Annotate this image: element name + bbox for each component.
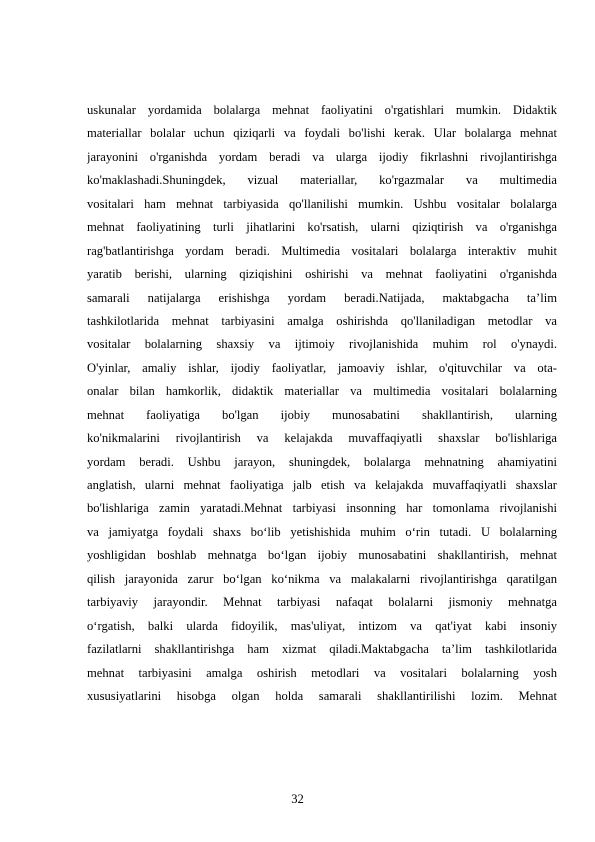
text-line: ko'nikmalarini rivojlantirish va kelajakda muvaffaqiyatli shaxslar bo'lishlariga [87,431,557,446]
text-line: materiallar bolalar uchun qiziqarli va foydali bo'lishi kerak. Ular bolalarga mehnat [87,126,557,141]
text-line: uskunalar yordamida bolalarga mehnat faoliyatini o'rgatishlari mumkin. Didaktik [87,103,557,117]
text-line: mehnat faoliyatiga bo'lgan ijobiy munosabatini shakllantirish, ularning [87,407,557,422]
text-line: samarali natijalarga erishishga yordam beradi.Natijada, maktabgacha ta’lim [87,290,557,305]
text-line: yaratib berishi, ularning qiziqishini oshirishi va mehnat faoliyatini o'rganishda [87,267,557,282]
text-line: anglatish, ularni mehnat faoliyatiga jalb etish va kelajakda muvaffaqiyatli shaxslar [87,478,557,492]
text-line: O'yinlar, amaliy ishlar, ijodiy faoliyatlar, jamoaviy ishlar, o'qituvchilar va ota- [87,360,557,375]
text-line: mehnat tarbiyasini amalga oshirish metodlari va vositalari bolalarning yosh [87,665,557,680]
text-line: ko'maklashadi.Shuningdek, vizual materiallar, ko'rgazmalar va multimedia [87,173,557,188]
text-line: tarbiyaviy jarayondir. Mehnat tarbiyasi nafaqat bolalarni jismoniy mehnatga [87,595,557,610]
text-line: xususiyatlarini hisobga olgan holda samarali shakllantirilishi lozim. Mehnat [87,688,557,703]
page-number: 32 [291,792,304,806]
text-line: mehnat faoliyatining turli jihatlarini ko'rsatish, ularni qiziqtirish va o'rganishga [87,220,557,235]
text-line: jarayonini o'rganishda yordam beradi va ularga ijodiy fikrlashni rivojlantirishga [87,149,557,164]
text-line: onalar bilan hamkorlik, didaktik materiallar va multimedia vositalari bolalarning [87,384,557,399]
text-line: o‘rgatish, balki ularda fidoyilik, mas'uliyat, intizom va qat'iyat kabi insoniy [87,618,557,633]
text-line: vositalari ham mehnat tarbiyasida qo'llanilishi mumkin. Ushbu vositalar bolalarga [87,196,557,211]
text-line: fazilatlarni shakllantirishga ham xizmat qiladi.Maktabgacha ta’lim tashkilotlarida [87,642,557,657]
text-line: vositalar bolalarning shaxsiy va ijtimoiy rivojlanishida muhim rol o'ynaydi. [87,337,557,352]
text-line: rag'batlantirishga yordam beradi. Multimedia vositalari bolalarga interaktiv muhit [87,243,557,258]
text-line: yoshligidan boshlab mehnatga bo‘lgan ijobiy munosabatini shakllantirish, mehnat [87,548,557,563]
body-text [87,99,557,708]
text-line: va jamiyatga foydali shaxs bo‘lib yetishishida muhim o‘rin tutadi. U bolalarning [87,524,557,539]
text-line: yordam beradi. Ushbu jarayon, shuningdek, bolalarga mehnatning ahamiyatini [87,454,557,469]
text-line: qilish jarayonida zarur bo‘lgan ko‘nikma va malakalarni rivojlantirishga qaratilgan [87,571,557,586]
text-line: tashkilotlarida mehnat tarbiyasini amalga oshirishda qo'llaniladigan metodlar va [87,313,557,328]
text-line: bo'lishlariga zamin yaratadi.Mehnat tarbiyasi insonning har tomonlama rivojlanishi [87,501,557,516]
